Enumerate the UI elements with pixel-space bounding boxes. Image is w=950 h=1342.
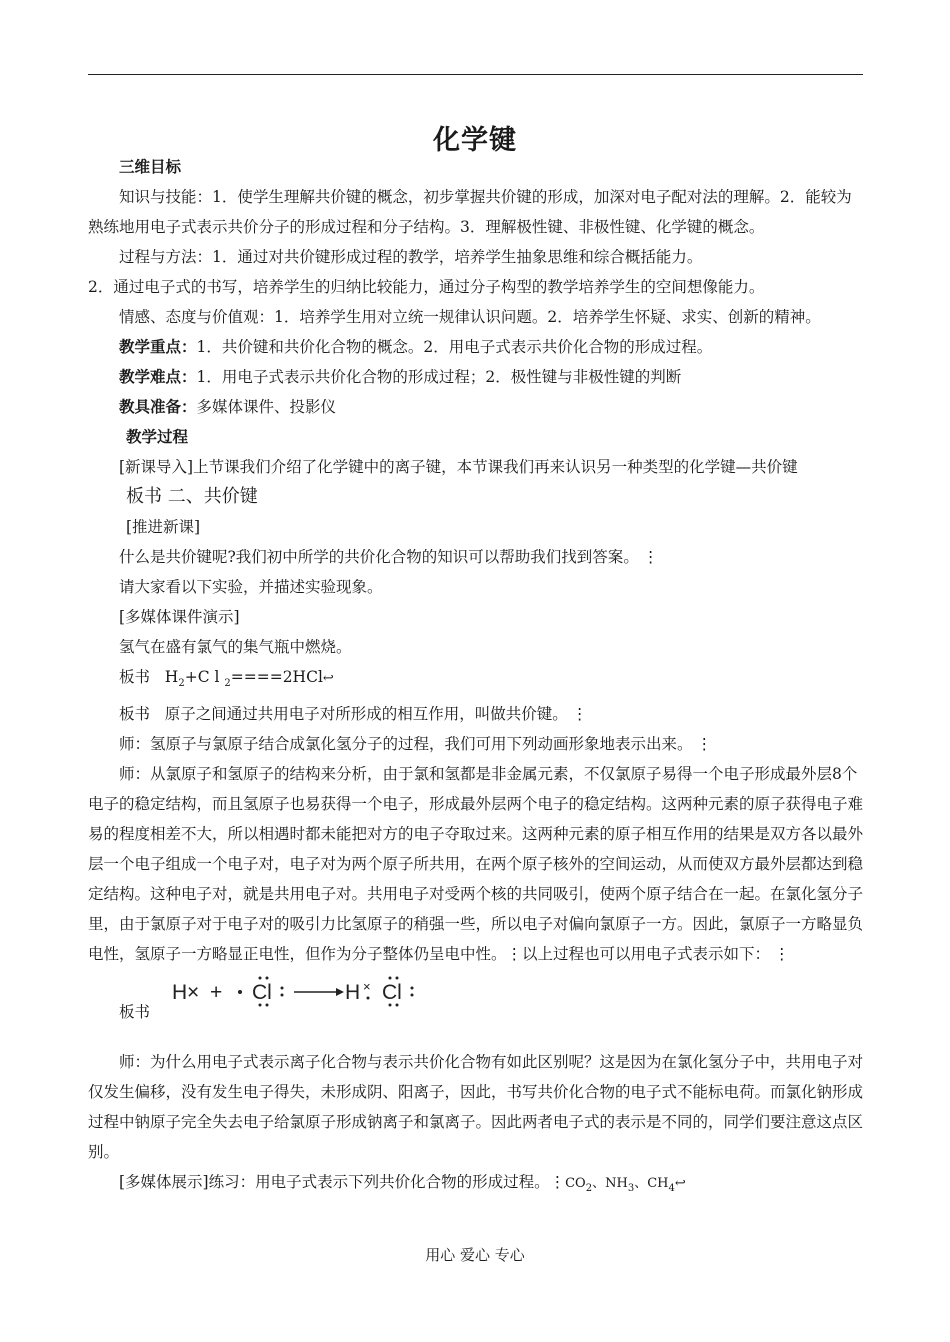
key-points <box>88 332 863 362</box>
return-arrow-icon: ↩ <box>322 671 334 686</box>
electron-dot <box>411 987 414 990</box>
board-heading: 板书 二、共价键 <box>126 486 258 507</box>
electron-dot <box>396 977 399 980</box>
definition-paragraph <box>88 699 863 729</box>
objective-knowledge: 知识与技能：1．使学生理解共价键的概念，初步掌握共价键的形成，加深对电子配对法的理解。2．能较为熟练地用电子式表示共价分子的形成过程和分子结构。3．理解极性键、非极性键、化学键的概念。 <box>88 188 852 236</box>
reaction-arrow-head <box>336 988 344 996</box>
question-paragraph <box>88 542 863 572</box>
demo-label: [多媒体课件演示] <box>119 608 240 626</box>
electron-dot <box>389 1004 392 1007</box>
objective-process-1: 过程与方法：1．通过对共价键形成过程的教学，培养学生抽象思维和综合概括能力。 <box>119 248 703 266</box>
electron-dot <box>266 1004 269 1007</box>
formula-cl: Cl <box>252 981 272 1005</box>
electron-dot <box>238 990 242 994</box>
electron-formula <box>170 969 530 1019</box>
equipment-label: 教具准备： <box>119 398 197 416</box>
equation-h: H <box>164 668 179 686</box>
equipment-text: 多媒体课件、投影仪 <box>196 398 337 416</box>
electron-dot <box>281 994 284 997</box>
ex-nh-sub: 3 <box>627 1183 635 1195</box>
colon-mark: ⋮ <box>571 705 588 724</box>
spacer <box>88 1039 863 1047</box>
formula-x-small: × <box>363 979 371 995</box>
equipment <box>88 392 863 422</box>
equation-line <box>88 662 863 699</box>
equation-cl-sub: 2 <box>224 678 231 690</box>
objective-process-2: 2．通过电子式的书写，培养学生的归纳比较能力，通过分子构型的教学培养学生的空间想像能力。 <box>88 278 765 296</box>
formula-cl2: Cl <box>382 981 402 1005</box>
formula-board-label: 板书 <box>119 1003 151 1022</box>
formula-h: H <box>172 981 188 1005</box>
difficulties-text: 1．用电子式表示共价化合物的形成过程；2．极性键与非极性键的判断 <box>196 368 682 386</box>
process-heading: 教学过程 <box>126 428 189 446</box>
colon-mark: ⋮ <box>642 548 659 566</box>
burning-paragraph: 氢气在盛有氯气的集气瓶中燃烧。 <box>119 638 352 656</box>
colon-mark: ⋮ <box>774 945 790 964</box>
electron-formula-row <box>88 969 863 1039</box>
electron-dot <box>259 977 262 980</box>
ex-sep2: 、CH <box>634 1176 669 1192</box>
colon-mark: ⋮ <box>696 735 713 754</box>
experiment-paragraph: 请大家看以下实验，并描述实验现象。 <box>119 578 383 596</box>
teacher-animation <box>88 729 863 759</box>
difficulties-label: 教学难点： <box>119 368 197 386</box>
equation-right: ====2HCl <box>230 668 323 686</box>
teacher-animation-text: 师：氢原子与氯原子结合成氯化氢分子的过程，我们可用下列动画形象地表示出来。 <box>119 735 693 754</box>
document-body <box>88 152 863 1204</box>
objectives-heading: 三维目标 <box>119 158 182 176</box>
definition-text: 原子之间通过共用电子对所形成的相互作用，叫做共价键。 <box>164 705 568 724</box>
key-points-text: 1．共价键和共价化合物的概念。2．用电子式表示共价化合物的形成过程。 <box>196 338 713 356</box>
page-footer: 用心 爱心 专心 <box>425 1246 525 1264</box>
colon-mark: ⋮ <box>506 945 523 964</box>
board-label-2: 板书 <box>119 705 151 724</box>
electron-dot <box>389 977 392 980</box>
exercise-text: [多媒体展示]练习：用电子式表示下列共价化合物的形成过程。 <box>119 1173 550 1192</box>
electron-dot <box>266 977 269 980</box>
objective-emotion: 情感、态度与价值观：1．培养学生用对立统一规律认识问题。2．培养学生怀疑、求实、创新的精神。 <box>119 308 821 326</box>
ex-co: CO <box>565 1176 586 1192</box>
electron-dot <box>367 997 370 1000</box>
ex-ch-sub: 4 <box>668 1183 675 1195</box>
equation-mid: +C l <box>184 668 225 686</box>
intro-paragraph: [新课导入]上节课我们介绍了化学键中的离子键，本节课我们再来认识另一种类型的化学键—共价键 <box>119 458 798 476</box>
teacher-analysis <box>88 759 863 969</box>
teacher-analysis-tail: 以上过程也可以用电子式表示如下： <box>522 945 771 964</box>
board-label: 板书 <box>119 668 151 686</box>
difficulties <box>88 362 863 392</box>
teacher-why: 师：为什么用电子式表示离子化合物与表示共价化合物有如此区别呢？这是因为在氯化氢分子中，共用电子对仅发生偏移，没有发生电子得失，未形成阴、阳离子，因此，书写共价化合物的电子式不能标电荷。而氯化钠形成过程中钠原子完全失去电子给氯原子形成钠离子和氯离子。因此两者电子式的表示是不同的，同学们要注意这点区别。 <box>88 1053 864 1162</box>
advance-label: [推进新课] <box>126 518 201 536</box>
formula-h2: H <box>345 981 361 1005</box>
electron-dot <box>259 1004 262 1007</box>
formula-x: × <box>187 981 200 1005</box>
page-title: 化学键 <box>433 125 517 156</box>
ex-co-sub: 2 <box>585 1183 593 1195</box>
teacher-analysis-text: 师：从氯原子和氢原子的结构来分析，由于氯和氢都是非金属元素，不仅氯原子易得一个电子形成最外层8个电子的稳定结构，而且氢原子也易获得一个电子，形成最外层两个电子的稳定结构。这两种元素的原子获得电子难易的程度相差不大，所以相遇时都未能把对方的电子夺取过来。这两种元素的原子相互作用的结果是双方各以最外层一个电子组成一个电子对，电子对为两个原子所共用，在两个原子核外的空间运动，从而使双方最外层都达到稳定结构。这种电子对，就是共用电子对。共用电子对受两个核的共同吸引，使两个原子结合在一起。在氯化氢分子里，由于氯原子对于电子对的吸引力比氢原子的稍强一些，所以电子对偏向氯原子一方。因此，氯原子一方略显负电性，氢原子一方略显正电性，但作为分子整体仍呈电中性。 <box>88 765 864 964</box>
formula-plus: + <box>210 981 223 1005</box>
electron-dot <box>281 987 284 990</box>
question-text: 什么是共价键呢?我们初中所学的共价化合物的知识可以帮助我们找到答案。 <box>119 548 639 566</box>
colon-mark: ⋮ <box>549 1173 566 1192</box>
ex-sep1: 、NH <box>592 1176 628 1192</box>
equation-h-sub: 2 <box>178 678 185 690</box>
return-arrow-icon: ↩ <box>674 1176 686 1192</box>
key-points-label: 教学重点： <box>119 338 197 356</box>
electron-dot <box>396 1004 399 1007</box>
header-rule <box>88 74 863 75</box>
exercise-paragraph <box>88 1167 863 1204</box>
electron-dot <box>411 994 414 997</box>
